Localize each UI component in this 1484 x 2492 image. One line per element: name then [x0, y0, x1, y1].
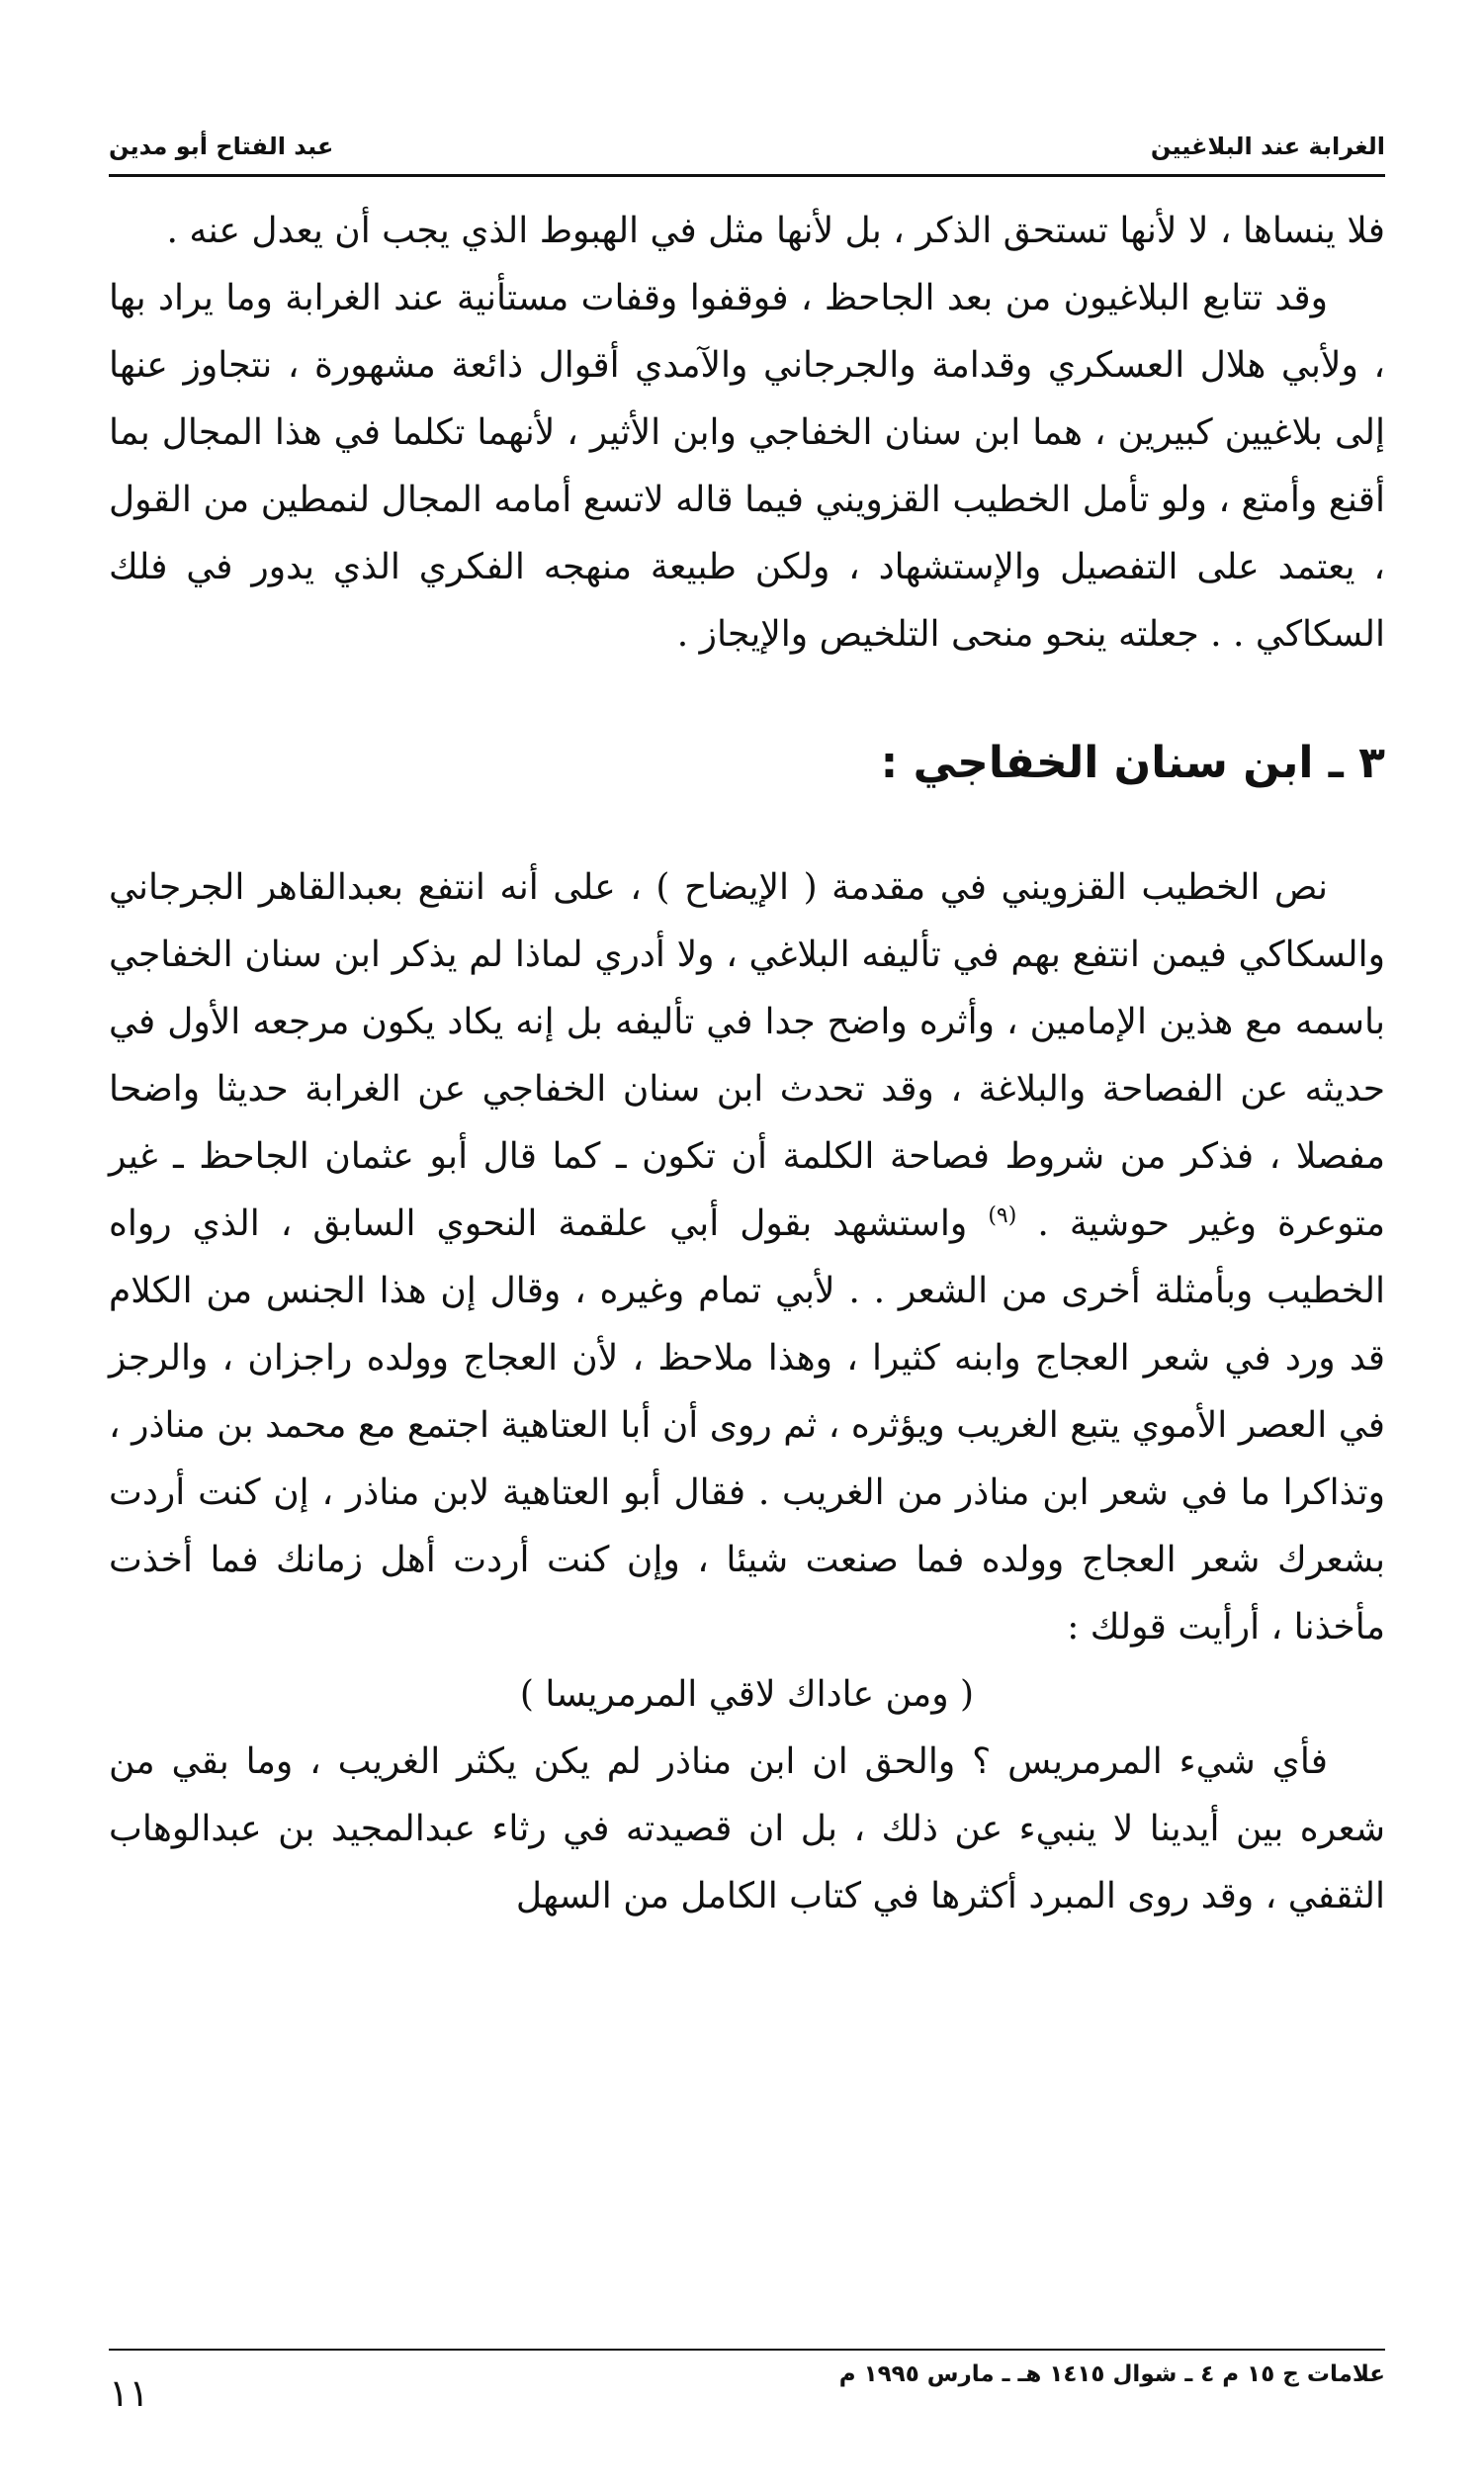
paragraph-2: وقد تتابع البلاغيون من بعد الجاحظ ، فوقفوا وقفات مستأنية عند الغرابة وما يراد بها ، ولأبي هلال العسكري وقدامة والجرجاني والآمدي أقوال ذائعة مشهورة ، نتجاوز عنها إلى بلاغيين كبيرين ، هما ابن سنان الخفاجي وابن الأثير ، لأنهما تكلما في هذا المجال بما أقنع وأمتع ، ولو تأمل الخطيب القزويني فيما قاله لاتسع أمامه المجال لنمطين من القول ، يعتمد على التفصيل والإستشهاد ، ولكن طبيعة منهجه الفكري الذي يدور في فلك السكاكي . . جعلته ينحو منحى التلخيص والإيجاز . — [109, 278, 1385, 655]
verse-quote: ( ومن عاداك لاقي المرمريسا ) — [519, 1674, 975, 1715]
footer-issue-info: علامات ج ١٥ م ٤ ـ شوال ١٤١٥ هـ ـ مارس ١٩٩٥ م — [838, 2361, 1385, 2387]
header-rule — [109, 174, 1385, 177]
paragraph-1: فلا ينساها ، لا لأنها تستحق الذكر ، بل لأنها مثل في الهبوط الذي يجب أن يعدل عنه . — [166, 211, 1385, 251]
footer-rule — [109, 2349, 1385, 2351]
running-header — [109, 111, 1385, 160]
running-header-author: عبد الفتاح أبو مدين — [109, 133, 334, 160]
paragraph-4: فأي شيء المرمريس ؟ والحق ان ابن مناذر لم يكن يكثر الغريب ، وما بقي من شعره بين أيدينا لا ينبيء عن ذلك ، بل ان قصيدته في رثاء عبدالمجيد بن عبدالوهاب الثقفي ، وقد روى المبرد أكثرها في كتاب الكامل من السهل — [109, 1741, 1385, 1916]
paragraph-3-text-before-footnote: نص الخطيب القزويني في مقدمة ( الإيضاح ) ، على أنه انتفع بعبدالقاهر الجرجاني والسكاكي فيمن انتفع بهم في تأليفه البلاغي ، ولا أدري لماذا لم يذكر ابن سنان الخفاجي باسمه مع هذين الإمامين ، وأثره واضح جدا في تأليفه بل إنه يكاد يكون مرجعه الأول في حديثه عن الفصاحة والبلاغة ، وقد تحدث ابن سنان الخفاجي عن الغرابة حديثا واضحا مفصلا ، فذكر من شروط فصاحة الكلمة أن تكون ـ كما قال أبو عثمان الجاحظ ـ غير متوعرة وغير حوشية . — [109, 867, 1386, 1244]
paragraph-3-text-after-footnote: واستشهد بقول أبي علقمة النحوي السابق ، الذي رواه الخطيب وبأمثلة أخرى من الشعر . . لأبي تمام وغيره ، وقال إن هذا الجنس من الكلام قد ورد في شعر العجاج وابنه كثيرا ، وهذا ملاحظ ، لأن العجاج وولده راجزان ، والرجز في العصر الأموي يتبع الغريب ويؤثره ، ثم روى أن أبا العتاهية اجتمع مع محمد بن مناذر ، وتذاكرا ما في شعر ابن مناذر من الغريب . فقال أبو العتاهية لابن مناذر ، إن كنت أردت بشعرك شعر العجاج وولده فما صنعت شيئا ، وإن كنت أردت أهل زمانك فما أخذت مأخذنا ، أرأيت قولك : — [109, 1203, 1385, 1647]
running-header-article-title: الغرابة عند البلاغيين — [1150, 133, 1385, 160]
article-body — [109, 198, 1385, 1930]
section-heading: ٣ ـ ابن سنان الخفاجي : — [880, 738, 1385, 788]
page-number: ١١ — [109, 2371, 149, 2415]
footnote-marker: (٩) — [988, 1203, 1017, 1228]
running-footer — [109, 2361, 1385, 2421]
paragraph-3 — [109, 854, 1385, 1661]
